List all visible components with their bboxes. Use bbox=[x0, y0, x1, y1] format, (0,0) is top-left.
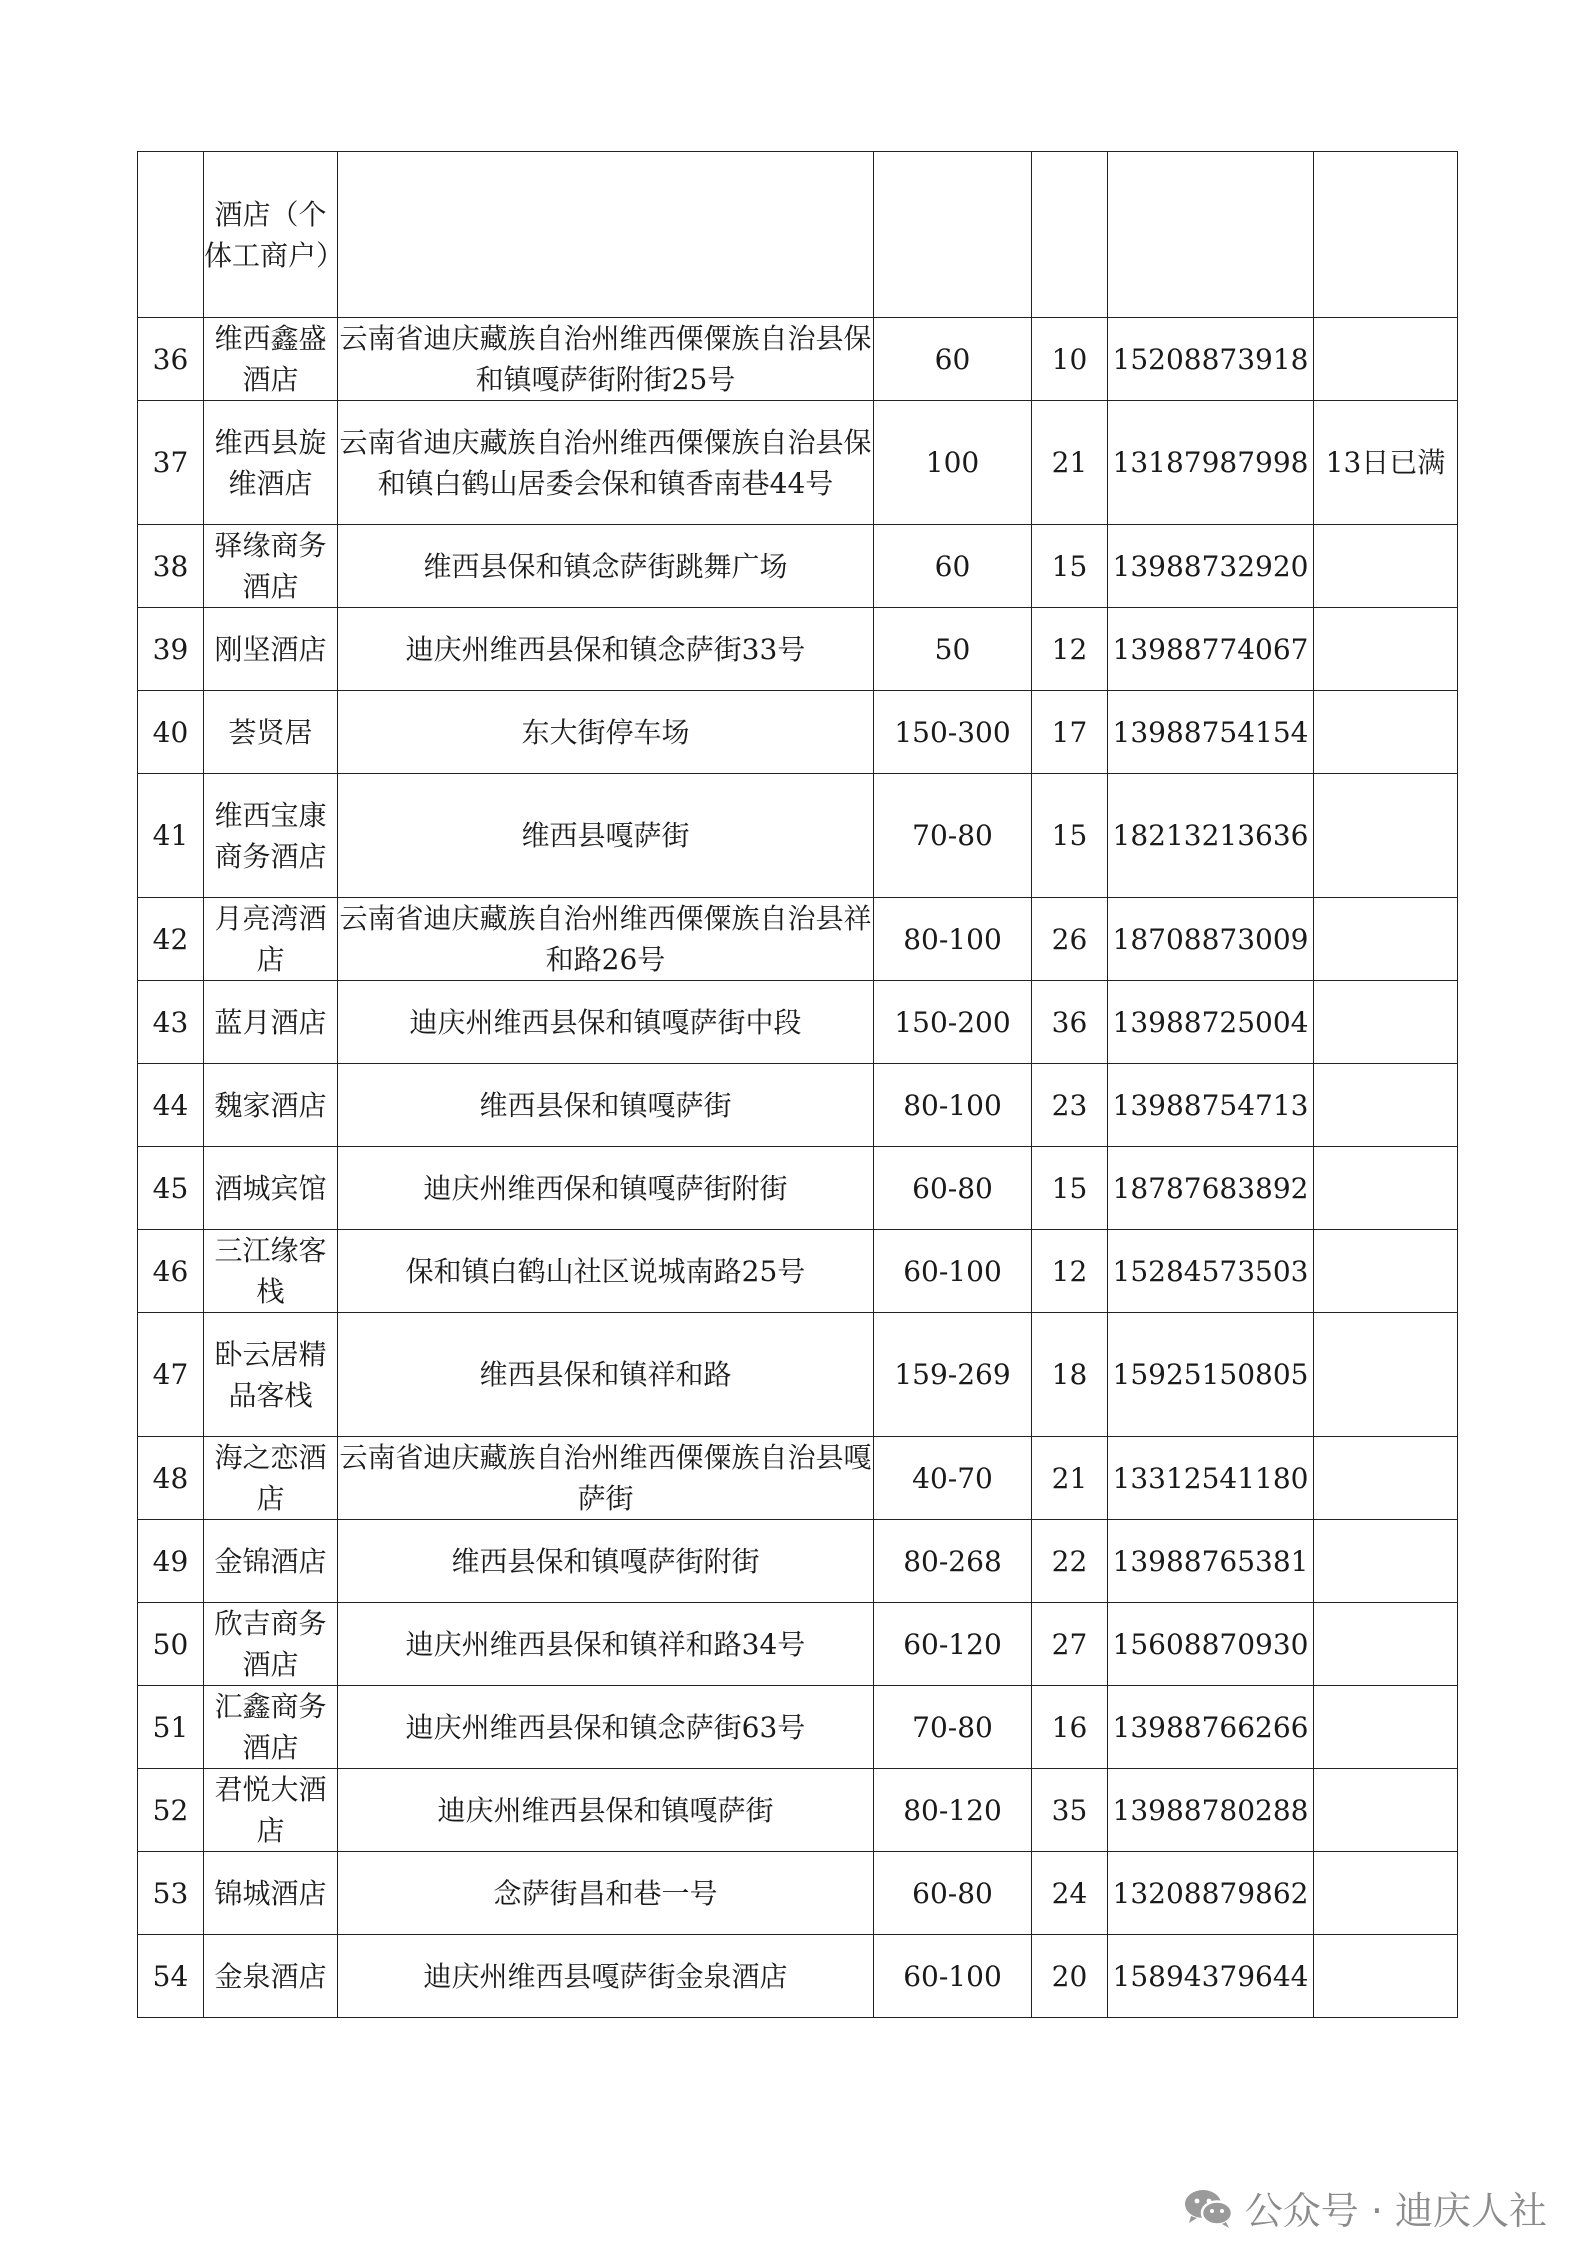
cell-rooms: 16 bbox=[1032, 1686, 1108, 1769]
cell-price: 60 bbox=[874, 525, 1032, 608]
cell-number: 40 bbox=[138, 691, 204, 774]
cell-phone: 15608870930 bbox=[1108, 1603, 1314, 1686]
cell-rooms: 21 bbox=[1032, 1437, 1108, 1520]
watermark bbox=[1183, 2180, 1547, 2235]
cell-phone bbox=[1108, 152, 1314, 318]
table-row bbox=[138, 1686, 1458, 1769]
cell-hotel-name: 卧云居精品客栈 bbox=[204, 1313, 338, 1437]
cell-address: 保和镇白鹤山社区说城南路25号 bbox=[338, 1230, 874, 1313]
cell-hotel-name: 海之恋酒店 bbox=[204, 1437, 338, 1520]
cell-price: 150-300 bbox=[874, 691, 1032, 774]
cell-address: 迪庆州维西县保和镇祥和路34号 bbox=[338, 1603, 874, 1686]
cell-price: 50 bbox=[874, 608, 1032, 691]
cell-rooms: 18 bbox=[1032, 1313, 1108, 1437]
table-row bbox=[138, 1769, 1458, 1852]
cell-number: 41 bbox=[138, 774, 204, 898]
cell-hotel-name: 酒店（个体工商户） bbox=[204, 152, 338, 318]
cell-price: 40-70 bbox=[874, 1437, 1032, 1520]
cell-note bbox=[1314, 525, 1458, 608]
cell-phone: 18213213636 bbox=[1108, 774, 1314, 898]
cell-note: 13日已满 bbox=[1314, 401, 1458, 525]
cell-price: 60 bbox=[874, 318, 1032, 401]
cell-rooms: 15 bbox=[1032, 774, 1108, 898]
table-row bbox=[138, 691, 1458, 774]
cell-hotel-name: 金锦酒店 bbox=[204, 1520, 338, 1603]
cell-number: 37 bbox=[138, 401, 204, 525]
cell-address: 迪庆州维西县保和镇嘎萨街 bbox=[338, 1769, 874, 1852]
cell-price: 100 bbox=[874, 401, 1032, 525]
cell-number: 52 bbox=[138, 1769, 204, 1852]
table-row bbox=[138, 1313, 1458, 1437]
cell-hotel-name: 汇鑫商务酒店 bbox=[204, 1686, 338, 1769]
cell-rooms: 27 bbox=[1032, 1603, 1108, 1686]
cell-hotel-name: 月亮湾酒店 bbox=[204, 898, 338, 981]
cell-phone: 13988765381 bbox=[1108, 1520, 1314, 1603]
table-row bbox=[138, 1437, 1458, 1520]
cell-address: 云南省迪庆藏族自治州维西傈僳族自治县嘎萨街 bbox=[338, 1437, 874, 1520]
cell-address: 迪庆州维西县嘎萨街金泉酒店 bbox=[338, 1935, 874, 2018]
cell-price: 60-100 bbox=[874, 1230, 1032, 1313]
cell-note bbox=[1314, 691, 1458, 774]
cell-note bbox=[1314, 1686, 1458, 1769]
cell-phone: 13988780288 bbox=[1108, 1769, 1314, 1852]
cell-phone: 15894379644 bbox=[1108, 1935, 1314, 2018]
cell-note bbox=[1314, 1769, 1458, 1852]
cell-address: 维西县保和镇嘎萨街附街 bbox=[338, 1520, 874, 1603]
cell-hotel-name: 蓝月酒店 bbox=[204, 981, 338, 1064]
cell-number: 53 bbox=[138, 1852, 204, 1935]
cell-rooms: 23 bbox=[1032, 1064, 1108, 1147]
table-row bbox=[138, 1064, 1458, 1147]
table-row bbox=[138, 774, 1458, 898]
cell-rooms: 17 bbox=[1032, 691, 1108, 774]
cell-hotel-name: 驿缘商务酒店 bbox=[204, 525, 338, 608]
cell-address: 念萨街昌和巷一号 bbox=[338, 1852, 874, 1935]
cell-number: 51 bbox=[138, 1686, 204, 1769]
cell-address bbox=[338, 152, 874, 318]
cell-price: 60-80 bbox=[874, 1852, 1032, 1935]
cell-number bbox=[138, 152, 204, 318]
cell-note bbox=[1314, 1603, 1458, 1686]
cell-number: 50 bbox=[138, 1603, 204, 1686]
cell-rooms: 22 bbox=[1032, 1520, 1108, 1603]
cell-rooms: 20 bbox=[1032, 1935, 1108, 2018]
cell-rooms: 36 bbox=[1032, 981, 1108, 1064]
table-row bbox=[138, 1935, 1458, 2018]
cell-number: 54 bbox=[138, 1935, 204, 2018]
cell-rooms bbox=[1032, 152, 1108, 318]
cell-hotel-name: 三江缘客栈 bbox=[204, 1230, 338, 1313]
cell-rooms: 12 bbox=[1032, 608, 1108, 691]
cell-note bbox=[1314, 774, 1458, 898]
table-row bbox=[138, 318, 1458, 401]
table-row bbox=[138, 1520, 1458, 1603]
cell-price: 60-80 bbox=[874, 1147, 1032, 1230]
watermark-text: 公众号 · 迪庆人社 bbox=[1244, 2189, 1547, 2233]
cell-phone: 13988766266 bbox=[1108, 1686, 1314, 1769]
cell-hotel-name: 荟贤居 bbox=[204, 691, 338, 774]
cell-phone: 15925150805 bbox=[1108, 1313, 1314, 1437]
cell-note bbox=[1314, 1147, 1458, 1230]
table-row bbox=[138, 1852, 1458, 1935]
cell-note bbox=[1314, 898, 1458, 981]
cell-rooms: 12 bbox=[1032, 1230, 1108, 1313]
cell-phone: 13988754154 bbox=[1108, 691, 1314, 774]
cell-note bbox=[1314, 318, 1458, 401]
cell-hotel-name: 酒城宾馆 bbox=[204, 1147, 338, 1230]
cell-hotel-name: 刚坚酒店 bbox=[204, 608, 338, 691]
cell-note bbox=[1314, 608, 1458, 691]
cell-rooms: 10 bbox=[1032, 318, 1108, 401]
cell-phone: 13988725004 bbox=[1108, 981, 1314, 1064]
cell-number: 44 bbox=[138, 1064, 204, 1147]
cell-hotel-name: 锦城酒店 bbox=[204, 1852, 338, 1935]
cell-number: 47 bbox=[138, 1313, 204, 1437]
cell-hotel-name: 维西鑫盛酒店 bbox=[204, 318, 338, 401]
cell-number: 36 bbox=[138, 318, 204, 401]
table-row bbox=[138, 608, 1458, 691]
table-row bbox=[138, 898, 1458, 981]
cell-number: 39 bbox=[138, 608, 204, 691]
cell-note bbox=[1314, 1520, 1458, 1603]
cell-hotel-name: 维西宝康商务酒店 bbox=[204, 774, 338, 898]
cell-hotel-name: 君悦大酒店 bbox=[204, 1769, 338, 1852]
cell-number: 46 bbox=[138, 1230, 204, 1313]
cell-hotel-name: 维西县旋维酒店 bbox=[204, 401, 338, 525]
cell-hotel-name: 欣吉商务酒店 bbox=[204, 1603, 338, 1686]
cell-note bbox=[1314, 1230, 1458, 1313]
cell-address: 东大街停车场 bbox=[338, 691, 874, 774]
cell-price: 150-200 bbox=[874, 981, 1032, 1064]
table-row bbox=[138, 401, 1458, 525]
cell-address: 迪庆州维西保和镇嘎萨街附街 bbox=[338, 1147, 874, 1230]
table-row bbox=[138, 525, 1458, 608]
cell-phone: 13988754713 bbox=[1108, 1064, 1314, 1147]
cell-number: 45 bbox=[138, 1147, 204, 1230]
cell-phone: 13187987998 bbox=[1108, 401, 1314, 525]
cell-rooms: 24 bbox=[1032, 1852, 1108, 1935]
table-row bbox=[138, 1603, 1458, 1686]
cell-address: 维西县保和镇祥和路 bbox=[338, 1313, 874, 1437]
cell-note bbox=[1314, 1064, 1458, 1147]
cell-address: 维西县保和镇念萨街跳舞广场 bbox=[338, 525, 874, 608]
hotel-table bbox=[137, 151, 1458, 2018]
cell-rooms: 15 bbox=[1032, 1147, 1108, 1230]
cell-number: 43 bbox=[138, 981, 204, 1064]
cell-price: 80-268 bbox=[874, 1520, 1032, 1603]
cell-address: 迪庆州维西县保和镇念萨街33号 bbox=[338, 608, 874, 691]
table-row bbox=[138, 152, 1458, 318]
cell-address: 迪庆州维西县保和镇念萨街63号 bbox=[338, 1686, 874, 1769]
cell-note bbox=[1314, 981, 1458, 1064]
wechat-icon bbox=[1183, 2187, 1235, 2229]
cell-price: 159-269 bbox=[874, 1313, 1032, 1437]
cell-price: 60-100 bbox=[874, 1935, 1032, 2018]
cell-rooms: 15 bbox=[1032, 525, 1108, 608]
cell-phone: 15284573503 bbox=[1108, 1230, 1314, 1313]
cell-phone: 13208879862 bbox=[1108, 1852, 1314, 1935]
cell-hotel-name: 魏家酒店 bbox=[204, 1064, 338, 1147]
cell-phone: 18787683892 bbox=[1108, 1147, 1314, 1230]
cell-note bbox=[1314, 1437, 1458, 1520]
cell-address: 云南省迪庆藏族自治州维西傈僳族自治县保和镇嘎萨街附街25号 bbox=[338, 318, 874, 401]
cell-phone: 13988732920 bbox=[1108, 525, 1314, 608]
cell-phone: 13312541180 bbox=[1108, 1437, 1314, 1520]
cell-address: 维西县保和镇嘎萨街 bbox=[338, 1064, 874, 1147]
cell-price: 60-120 bbox=[874, 1603, 1032, 1686]
cell-price: 80-120 bbox=[874, 1769, 1032, 1852]
cell-number: 48 bbox=[138, 1437, 204, 1520]
cell-number: 49 bbox=[138, 1520, 204, 1603]
cell-note bbox=[1314, 1935, 1458, 2018]
cell-address: 云南省迪庆藏族自治州维西傈僳族自治县祥和路26号 bbox=[338, 898, 874, 981]
cell-note bbox=[1314, 152, 1458, 318]
cell-price bbox=[874, 152, 1032, 318]
cell-number: 42 bbox=[138, 898, 204, 981]
table-body bbox=[138, 152, 1458, 2018]
cell-phone: 15208873918 bbox=[1108, 318, 1314, 401]
cell-phone: 13988774067 bbox=[1108, 608, 1314, 691]
cell-phone: 18708873009 bbox=[1108, 898, 1314, 981]
cell-rooms: 21 bbox=[1032, 401, 1108, 525]
cell-rooms: 26 bbox=[1032, 898, 1108, 981]
cell-price: 80-100 bbox=[874, 1064, 1032, 1147]
cell-number: 38 bbox=[138, 525, 204, 608]
cell-address: 云南省迪庆藏族自治州维西傈僳族自治县保和镇白鹤山居委会保和镇香南巷44号 bbox=[338, 401, 874, 525]
table-row bbox=[138, 1147, 1458, 1230]
cell-note bbox=[1314, 1313, 1458, 1437]
cell-price: 70-80 bbox=[874, 1686, 1032, 1769]
table-row bbox=[138, 1230, 1458, 1313]
cell-note bbox=[1314, 1852, 1458, 1935]
cell-rooms: 35 bbox=[1032, 1769, 1108, 1852]
cell-price: 70-80 bbox=[874, 774, 1032, 898]
cell-address: 维西县嘎萨街 bbox=[338, 774, 874, 898]
cell-address: 迪庆州维西县保和镇嘎萨街中段 bbox=[338, 981, 874, 1064]
cell-price: 80-100 bbox=[874, 898, 1032, 981]
table-row bbox=[138, 981, 1458, 1064]
cell-hotel-name: 金泉酒店 bbox=[204, 1935, 338, 2018]
